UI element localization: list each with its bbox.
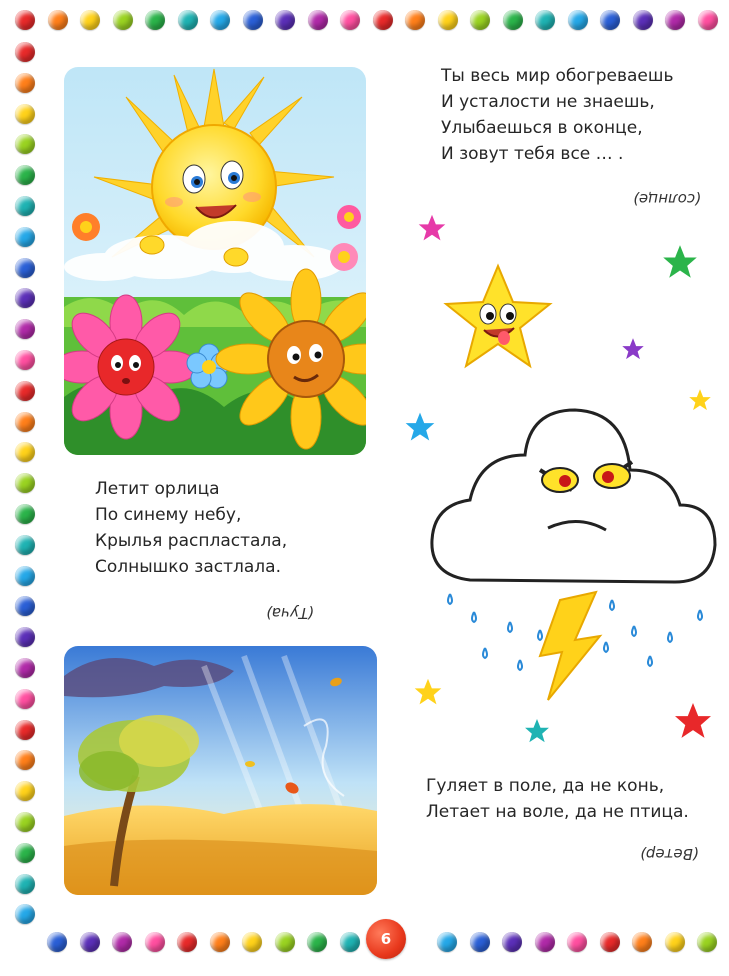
page-number: 6 [366, 919, 406, 959]
riddle-line: И усталости не знаешь, [441, 92, 655, 112]
riddle-line: Летит орлица [95, 479, 220, 499]
riddle-line: Солнышко застлала. [95, 557, 281, 577]
wind-illustration [64, 646, 377, 895]
smiling-star-icon [446, 266, 550, 366]
angry-cloud-icon [432, 410, 715, 700]
riddle-cloud-answer: (Туча) [266, 604, 314, 622]
riddle-line: И зовут тебя все … . [441, 144, 624, 164]
riddle-line: Крылья распластала, [95, 531, 288, 551]
riddle-wind-text [426, 773, 689, 825]
riddle-line: Гуляет в поле, да не конь, [426, 776, 665, 796]
riddle-sun-answer: (солнце) [633, 190, 701, 208]
riddle-line: По синему небу, [95, 505, 242, 525]
riddle-line: Ты весь мир обогреваешь [441, 66, 674, 86]
riddle-line: Улыбаешься в оконце, [441, 118, 643, 138]
riddle-line: Летает на воле, да не птица. [426, 802, 689, 822]
riddle-wind-answer: (Ветер) [640, 845, 699, 863]
riddle-cloud-text [95, 476, 287, 580]
